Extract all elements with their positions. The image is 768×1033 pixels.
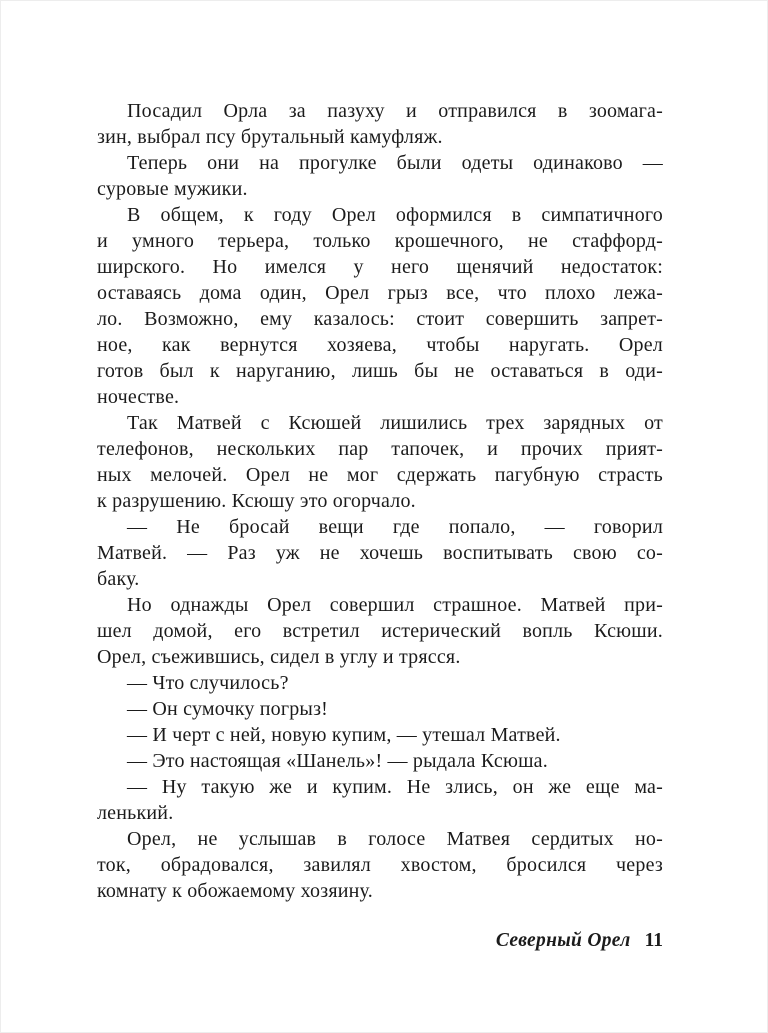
paragraph [97,202,663,410]
paragraph [97,696,663,722]
text-line: ночестве. [97,386,180,408]
text-line: ширского. Но имелся у него щенячий недостаток: [97,256,663,278]
text-line: оставаясь дома один, Орел грыз все, что плохо лежа- [97,282,663,304]
footer-page-number: 11 [644,930,663,951]
text-line: Орел, не услышав в голосе Матвея сердитых но- [127,828,663,850]
text-line: — Ну такую же и купим. Не злись, он же еще ма- [127,776,663,798]
text-line: В общем, к году Орел оформился в симпатичного [127,204,663,226]
text-line: Так Матвей с Ксюшей лишились трех зарядных от [127,412,663,434]
text-line: Посадил Орла за пазуху и отправился в зоомага- [127,100,663,122]
text-line: зин, выбрал псу брутальный камуфляж. [97,126,443,148]
text-line: готов был к наруганию, лишь бы не оставаться в оди- [97,360,663,382]
text-line: — Что случилось? [127,672,289,694]
running-footer [97,928,663,954]
text-line: ных мелочей. Орел не мог сдержать пагубную страсть [97,464,663,486]
text-line: ток, обрадовался, завилял хвостом, бросился через [97,854,663,876]
text-line: — Он сумочку погрыз! [127,698,329,720]
text-line: комнату к обожаемому хозяину. [97,880,373,902]
text-line: Но однажды Орел совершил страшное. Матвей при- [127,594,663,616]
paragraph [97,826,663,904]
text-line: ное, как вернутся хозяева, чтобы наругать. Орел [97,334,663,356]
text-line: телефонов, нескольких пар тапочек, и прочих прият- [97,438,663,460]
paragraph [97,774,663,826]
text-line: Матвей. — Раз уж не хочешь воспитывать свою со- [97,542,663,564]
footer-book-title: Северный Орел [495,930,631,951]
text-line: ло. Возможно, ему казалось: стоит совершить запрет- [97,308,663,330]
paragraph [97,410,663,514]
text-line: суровые мужики. [97,178,248,200]
text-line: Теперь они на прогулке были одеты одинаково — [127,152,663,174]
paragraph [97,150,663,202]
text-line: к разрушению. Ксюшу это огорчало. [97,490,416,512]
text-line: Орел, съежившись, сидел в углу и трясся. [97,646,461,668]
text-line: — Не бросай вещи где попало, — говорил [127,516,663,538]
text-line: шел домой, его встретил истерический вопль Ксюши. [97,620,663,642]
body-text [97,98,663,904]
paragraph [97,592,663,670]
text-line: ленький. [97,802,174,824]
text-line: — И черт с ней, новую купим, — утешал Матвей. [127,724,561,746]
text-line: баку. [97,568,140,590]
text-line: — Это настоящая «Шанель»! — рыдала Ксюша. [127,750,548,772]
paragraph [97,748,663,774]
text-line: и умного терьера, только крошечного, не стаффорд- [97,230,663,252]
paragraph [97,722,663,748]
paragraph [97,670,663,696]
paragraph [97,514,663,592]
paragraph [97,98,663,150]
